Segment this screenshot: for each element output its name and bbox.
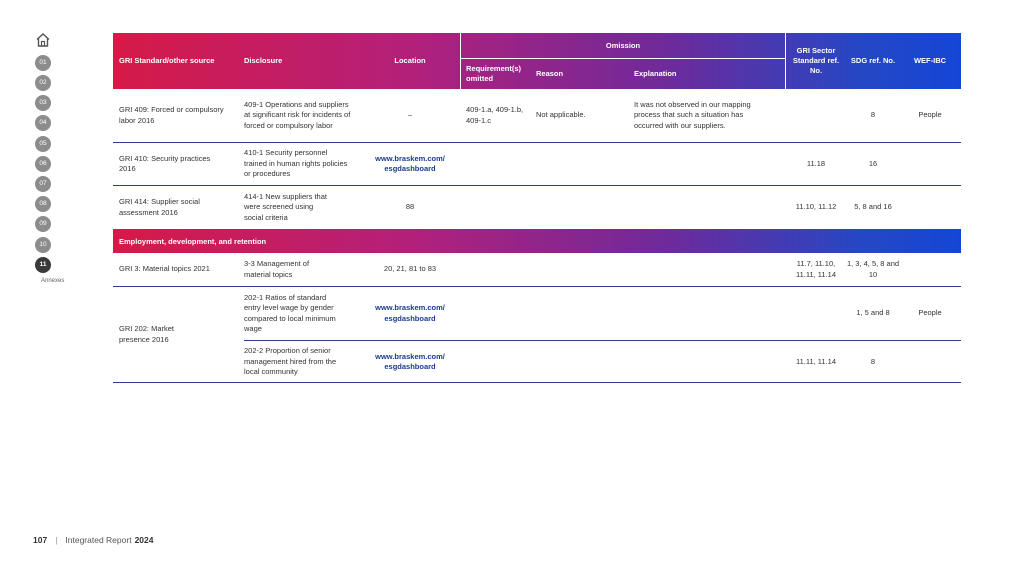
home-icon[interactable] [35,32,51,48]
cell-disclosure: 409-1 Operations and suppliers at significant risk for incidents of forced or compulsory labor [244,99,351,130]
cell-sector [786,89,846,142]
header-disclosure: Disclosure [244,56,283,65]
cell-standard: GRI 410: Security practices 2016 [119,153,211,173]
header-sdg: SDG ref. No. [850,56,896,65]
esgdashboard-link[interactable]: www.braskem.com/ esgdashboard [375,351,445,371]
cell-disclosure: 3-3 Management of material topics [244,259,310,279]
nav-item-11[interactable]: 11 [35,257,51,273]
table-row-group [113,287,961,383]
nav-item-10[interactable]: 10 [35,237,51,253]
header-reason: Reason [536,69,564,78]
cell-disclosure: 202-2 Proportion of senior management hired from the local community [244,346,337,377]
annexes-label: Annexes [41,278,65,284]
page-number: 107 [33,535,48,545]
header-sector: GRI Sector Standard ref. No. [792,46,840,75]
esgdashboard-link[interactable]: www.braskem.com/ esgdashboard [375,303,445,323]
nav-item-02[interactable]: 02 [35,75,51,91]
table-row [113,186,961,229]
gri-table [113,33,961,383]
table-subrow [244,287,961,341]
cell-sdg: 8 [870,110,876,120]
header-location: Location [394,56,426,65]
cell-sector: 11.11, 11.14 [795,356,837,366]
cell-disclosure: 410-1 Security personnel trained in human rights policies or procedures [244,148,348,179]
report-title: Integrated Report [65,535,132,545]
header-wef: WEF-IBC [913,56,947,65]
nav-item-05[interactable]: 05 [35,136,51,152]
section-title: Employment, development, and retention [113,229,961,253]
report-year: 2024 [134,535,154,545]
header-explanation: Explanation [634,69,677,78]
cell-wef: People [918,308,942,318]
cell-standard: GRI 3: Material topics 2021 [119,264,210,274]
nav-item-01[interactable]: 01 [35,55,51,71]
cell-sector: 11.18 [806,158,826,168]
cell-location: 88 [405,202,415,212]
nav-item-08[interactable]: 08 [35,196,51,212]
cell-sdg: 16 [868,158,878,168]
nav-item-09[interactable]: 09 [35,216,51,232]
header-omission: Omission [461,33,785,59]
table-row [113,89,961,143]
nav-item-03[interactable]: 03 [35,95,51,111]
cell-explanation: It was not observed in our mapping process that such a situation has occurred with our suppliers. [634,99,751,130]
cell-sdg: 1, 3, 4, 5, 8 and 10 [846,259,900,279]
cell-standard: GRI 202: Market presence 2016 [119,324,175,344]
nav-item-07[interactable]: 07 [35,176,51,192]
cell-disclosure: 202-1 Ratios of standard entry level wage by gender compared to local minimum wage [244,292,336,333]
cell-sdg: 5, 8 and 16 [854,202,892,212]
cell-standard: GRI 409: Forced or compulsory labor 2016 [119,105,224,125]
cell-location: 20, 21, 81 to 83 [383,264,437,274]
page-footer [33,535,153,545]
cell-standard: GRI 414: Supplier social assessment 2016 [119,197,200,217]
esgdashboard-link[interactable]: www.braskem.com/ esgdashboard [375,153,445,173]
cell-wef: People [918,110,942,120]
cell-sdg: 8 [870,356,876,366]
header-standard: GRI Standard/other source [119,56,215,65]
cell-reason: Not applicable. [536,110,586,120]
table-row [113,253,961,287]
footer-separator: | [55,535,58,545]
header-requirement: Requirement(s) omitted [466,64,522,83]
cell-requirement: 409-1.a, 409-1.b, 409-1.c [466,105,524,125]
nav-item-06[interactable]: 06 [35,156,51,172]
nav-item-04[interactable]: 04 [35,115,51,131]
cell-location: – [407,110,413,120]
table-header [113,33,961,89]
cell-sector: 11.7, 11.10, 11.11, 11.14 [795,259,837,279]
table-subrow [244,341,961,383]
cell-sdg: 1, 5 and 8 [856,308,890,318]
cell-disclosure: 414-1 New suppliers that were screened using social criteria [244,191,327,222]
cell-sector: 11.10, 11.12 [795,202,837,212]
table-row [113,143,961,186]
